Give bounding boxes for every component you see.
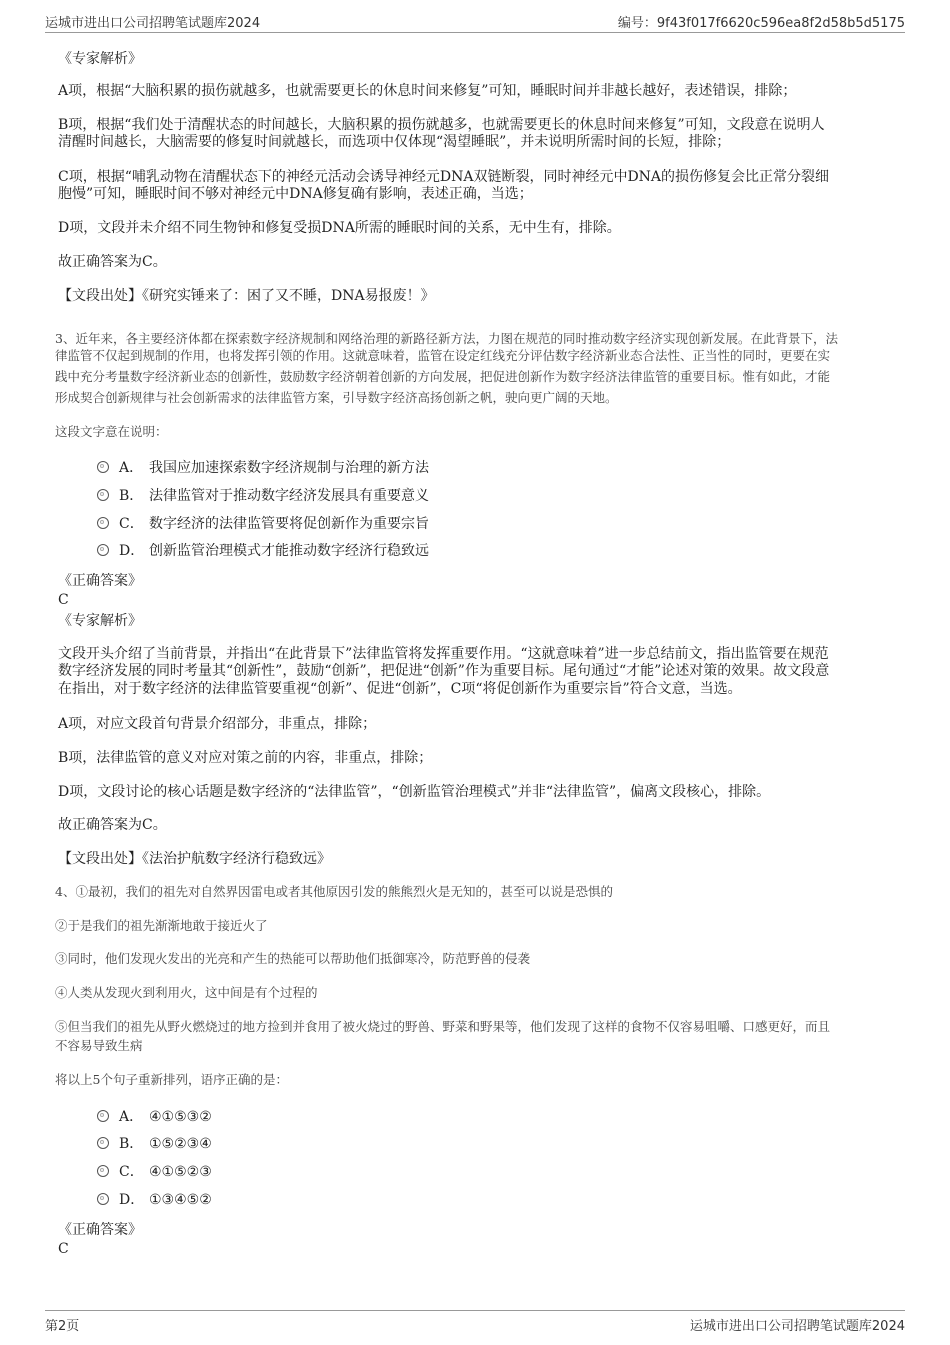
q4-option-c[interactable] [97,1163,212,1181]
q4-sentence-4: ④人类从发现火到利用火，这中间是有个过程的 [55,985,318,1000]
radio-icon[interactable] [97,1193,109,1205]
q2-analysis-label: 《专家解析》 [58,51,142,67]
q4-sentence-1: 4、①最初，我们的祖先对自然界因雷电或者其他原因引发的熊熊烈火是无知的，甚至可以说是恐惧的 [55,884,613,899]
q3-stem-line4: 形成契合创新规律与社会创新需求的法律监管方案，引导数字经济高扬创新之帆，驶向更广阔的天地。 [55,390,618,405]
option-text: ④①⑤②③ [149,1164,212,1180]
q4-question: 将以上5个句子重新排列，语序正确的是： [55,1072,288,1087]
q3-option-c[interactable] [97,515,429,533]
q3-option-d[interactable] [97,542,429,560]
q3-analysis-line2: 数字经济发展的同时考量其“创新性”，鼓励“创新”，把促进“创新”作为重要目标。尾句通过“才能”论述对策的效果。故文段意 [58,663,830,679]
q2-analysis-a: A项，根据“大脑积累的损伤就越多，也就需要更长的休息时间来修复”可知，睡眠时间并非越长越好，表述错误，排除； [58,83,797,99]
q2-analysis-b-line2: 清醒时间越长，大脑需要的修复时间就越长，而选项中仅体现“渴望睡眠”，并未说明所需时间的长短，排除； [58,134,731,150]
option-text: ④①⑤③② [149,1109,212,1125]
q3-question: 这段文字意在说明： [55,424,168,439]
radio-icon[interactable] [97,1165,109,1177]
q3-analysis-a: A项，对应文段首句背景介绍部分，非重点，排除； [58,716,377,732]
q2-analysis-b-line1: B项，根据“我们处于清醒状态的时间越长，大脑积累的损伤就越多，也就需要更长的休息时间来修复”可知，文段意在说明人 [58,117,825,133]
q3-final-answer: 故正确答案为C。 [58,817,167,833]
q3-answer: C [58,592,69,608]
option-letter: B． [119,1136,144,1152]
option-letter: B． [119,488,144,504]
q4-answer: C [58,1241,69,1257]
option-letter: D． [119,1192,145,1208]
radio-icon[interactable] [97,461,109,473]
radio-icon[interactable] [97,1110,109,1122]
q4-sentence-2: ②于是我们的祖先渐渐地敢于接近火了 [55,918,268,933]
q2-analysis-d: D项，文段并未介绍不同生物钟和修复受损DNA所需的睡眠时间的关系，无中生有，排除。 [58,220,621,236]
option-letter: D． [119,543,145,559]
radio-icon[interactable] [97,489,109,501]
q3-stem-line3: 践中充分考量数字经济新业态的创新性，鼓励数字经济朝着创新的方向发展，把促进创新作为数字经济法律监管的重要目标。惟有如此，才能 [55,369,831,384]
footer-title: 运城市进出口公司招聘笔试题库2024 [689,1319,905,1334]
page-header [45,8,905,33]
option-text: ①⑤②③④ [149,1136,212,1152]
q3-analysis-line3: 在指出，对于数字经济的法律监管要重视“创新”、促进“创新”，C项“将促创新作为重要宗旨”符合文意，当选。 [58,681,742,697]
option-text: 我国应加速探索数字经济规制与治理的新方法 [149,460,429,476]
option-text: 法律监管对于推动数字经济发展具有重要意义 [149,488,429,504]
q2-analysis-c-line1: C项，根据“哺乳动物在清醒状态下的神经元活动会诱导神经元DNA双链断裂，同时神经元中DNA的损伤修复会比正常分裂细 [58,169,830,185]
q2-answer: 故正确答案为C。 [58,254,167,270]
q2-analysis-c-line2: 胞慢”可知，睡眠时间不够对神经元中DNA修复确有影响，表述正确，当选； [58,186,533,202]
q4-sentence-3: ③同时，他们发现火发出的光亮和产生的热能可以帮助他们抵御寒冷，防范野兽的侵袭 [55,951,531,966]
radio-icon[interactable] [97,517,109,529]
page-footer [45,1310,905,1335]
q2-source: 【文段出处】《研究实锤来了：困了又不睡，DNA易报废！》 [58,288,435,304]
option-text: 创新监管治理模式才能推动数字经济行稳致远 [149,543,429,559]
radio-icon[interactable] [97,1137,109,1149]
q4-option-d[interactable] [97,1191,212,1209]
option-letter: A． [119,460,144,476]
radio-icon[interactable] [97,544,109,556]
q4-option-a[interactable] [97,1108,212,1126]
q3-analysis-label: 《专家解析》 [58,613,142,629]
option-letter: C． [119,516,144,532]
q4-option-b[interactable] [97,1135,212,1153]
q3-analysis-b: B项，法律监管的意义对应对策之前的内容，非重点，排除； [58,750,433,766]
q4-sentence-5-line1: ⑤但当我们的祖先从野火燃烧过的地方捡到并食用了被火烧过的野兽、野菜和野果等，他们发现了这样的食物不仅容易咀嚼、口感更好，而且 [55,1019,831,1034]
header-title: 运城市进出口公司招聘笔试题库2024 [45,16,261,31]
q3-analysis-d: D项，文段讨论的核心话题是数字经济的“法律监管”，“创新监管治理模式”并非“法律监管”，偏离文段核心，排除。 [58,784,771,800]
page-number: 第2页 [45,1319,80,1334]
q3-stem-line2: 律监管不仅起到规制的作用，也将发挥引领的作用。这就意味着，监管在设定红线充分评估数字经济新业态合法性、正当性的同时，更要在实 [55,348,831,363]
q3-source: 【文段出处】《法治护航数字经济行稳致远》 [58,851,331,867]
q4-answer-label: 《正确答案》 [58,1222,142,1238]
option-text: ①③④⑤② [149,1192,212,1208]
q3-answer-label: 《正确答案》 [58,573,142,589]
q3-option-a[interactable] [97,459,429,477]
q3-stem-line1: 3、近年来，各主要经济体都在探索数字经济规制和网络治理的新路径新方法，力图在规范的同时推动数字经济实现创新发展。在此背景下，法 [55,331,838,346]
option-text: 数字经济的法律监管要将促创新作为重要宗旨 [149,516,429,532]
q3-option-b[interactable] [97,487,429,505]
option-letter: A． [119,1109,144,1125]
header-code: 编号：9f43f017f6620c596ea8f2d58b5d5175 [617,16,905,31]
q3-analysis-line1: 文段开头介绍了当前背景，并指出“在此背景下”法律监管将发挥重要作用。“这就意味着”进一步总结前文，指出监管要在规范 [58,646,829,662]
q4-sentence-5-line2: 不容易导致生病 [55,1038,143,1053]
option-letter: C． [119,1164,144,1180]
